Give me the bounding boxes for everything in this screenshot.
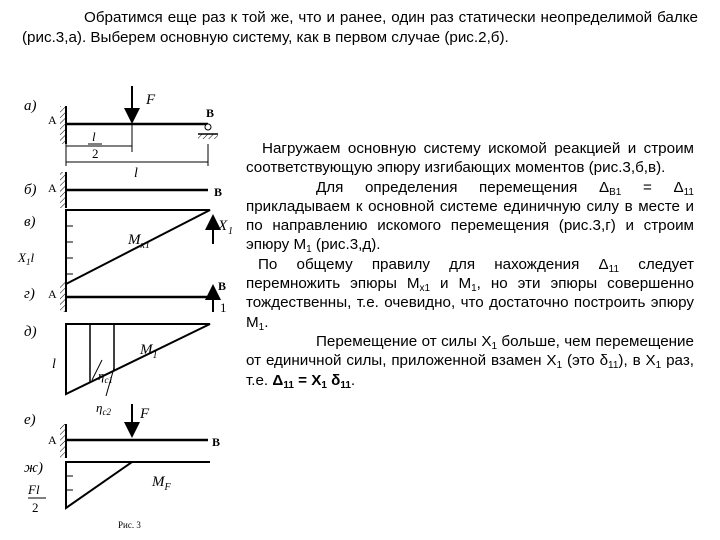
svg-text:б): б): [24, 182, 37, 198]
svg-text:l: l: [92, 129, 96, 144]
svg-text:B: B: [218, 279, 227, 293]
svg-text:Fl: Fl: [28, 482, 40, 497]
svg-text:ж): ж): [24, 460, 43, 476]
svg-text:1: 1: [228, 226, 233, 237]
paragraph-2: Для определения перемещения $\Delta_{B1} = \Delta_{11}$ прикладываем к основной системе единичную силу в месте и по направлению искомого перемещения (рис.3,г) и строим эпюру $M_1$ (рис.3,д).: [246, 178, 694, 256]
svg-text:е): е): [24, 412, 36, 428]
svg-text:B: B: [212, 435, 221, 449]
paragraph-4: Перемещение от силы $X_1$ больше, чем перемещение от единичной силы, приложенной взамен $X_1$ (это $\delta_{11}$), в $X_1$ раз, т.е. $\Delta_{11} = X_1$ $\delta_{11}$.: [246, 332, 694, 391]
support-label-a: A: [48, 113, 57, 127]
svg-text:A: A: [48, 287, 57, 301]
svg-text:в): в): [24, 214, 36, 230]
scheme-b: [24, 172, 222, 208]
svg-text:MF: $M_F$: [152, 474, 171, 493]
x1l-label: $X_1l$: [18, 250, 35, 267]
svg-text:A: A: [48, 181, 57, 195]
scheme-zh-mf-diagram: [24, 460, 210, 530]
support-label-b: B: [206, 106, 215, 120]
paragraph-3: По общему правилу для нахождения $\Delta_{11}$ следует перемножить эпюры $M_{x1}$ и $M_1$, но эти эпюры совершенно тождественны, т.е. очевидно, что достаточно построить эпюру $M_1$.: [246, 255, 694, 333]
svg-text:l: l: [52, 357, 56, 372]
mx1-label: $M_{x1}$: [128, 232, 150, 251]
figure-caption: Рис. 3: [118, 520, 141, 530]
svg-text:2: 2: [92, 146, 99, 161]
svg-text:ηc2: $\eta_{c2}$: [96, 400, 111, 417]
body-text: [246, 139, 694, 390]
result-formula: $\Delta_{11} = X_1$ $\delta_{11}$: [272, 371, 351, 391]
svg-text:2: 2: [32, 500, 39, 515]
m1-diagram: [66, 324, 210, 394]
scheme-d-unit-diagram: [24, 324, 210, 417]
beam-figure: [20, 84, 242, 532]
svg-text:д): д): [24, 324, 37, 340]
scheme-v-moment-diagram: [17, 210, 233, 284]
label-a: а): [24, 98, 37, 114]
roller-support: [205, 124, 211, 130]
mf-diagram: [66, 462, 132, 508]
svg-text:г): г): [24, 286, 35, 302]
svg-text:A: A: [48, 433, 57, 447]
svg-text:1: 1: [220, 300, 227, 315]
svg-text:ηc1: $\eta_{c1}$: [98, 368, 113, 385]
paragraph-1: Нагружаем основную систему искомой реакцией и строим соответствующую эпюру изгибающих моментов (рис.3,б,в).: [246, 140, 694, 177]
svg-text:M1: $M_1$: [140, 342, 158, 361]
svg-text:F: F: [140, 406, 150, 422]
intro-paragraph: Обратимся еще раз к той же, что и ранее, один раз статически неопределимой балке (рис.3,а). Выберем основную систему, как в первом случае (рис.2,б).: [22, 9, 698, 46]
svg-text:B: B: [214, 185, 223, 199]
scheme-a: [24, 86, 218, 181]
scheme-g: [24, 279, 227, 315]
svg-text:X: X: [218, 218, 228, 234]
force-label: F: [146, 92, 156, 108]
scheme-e: [24, 404, 220, 458]
svg-text:l: l: [134, 166, 138, 181]
